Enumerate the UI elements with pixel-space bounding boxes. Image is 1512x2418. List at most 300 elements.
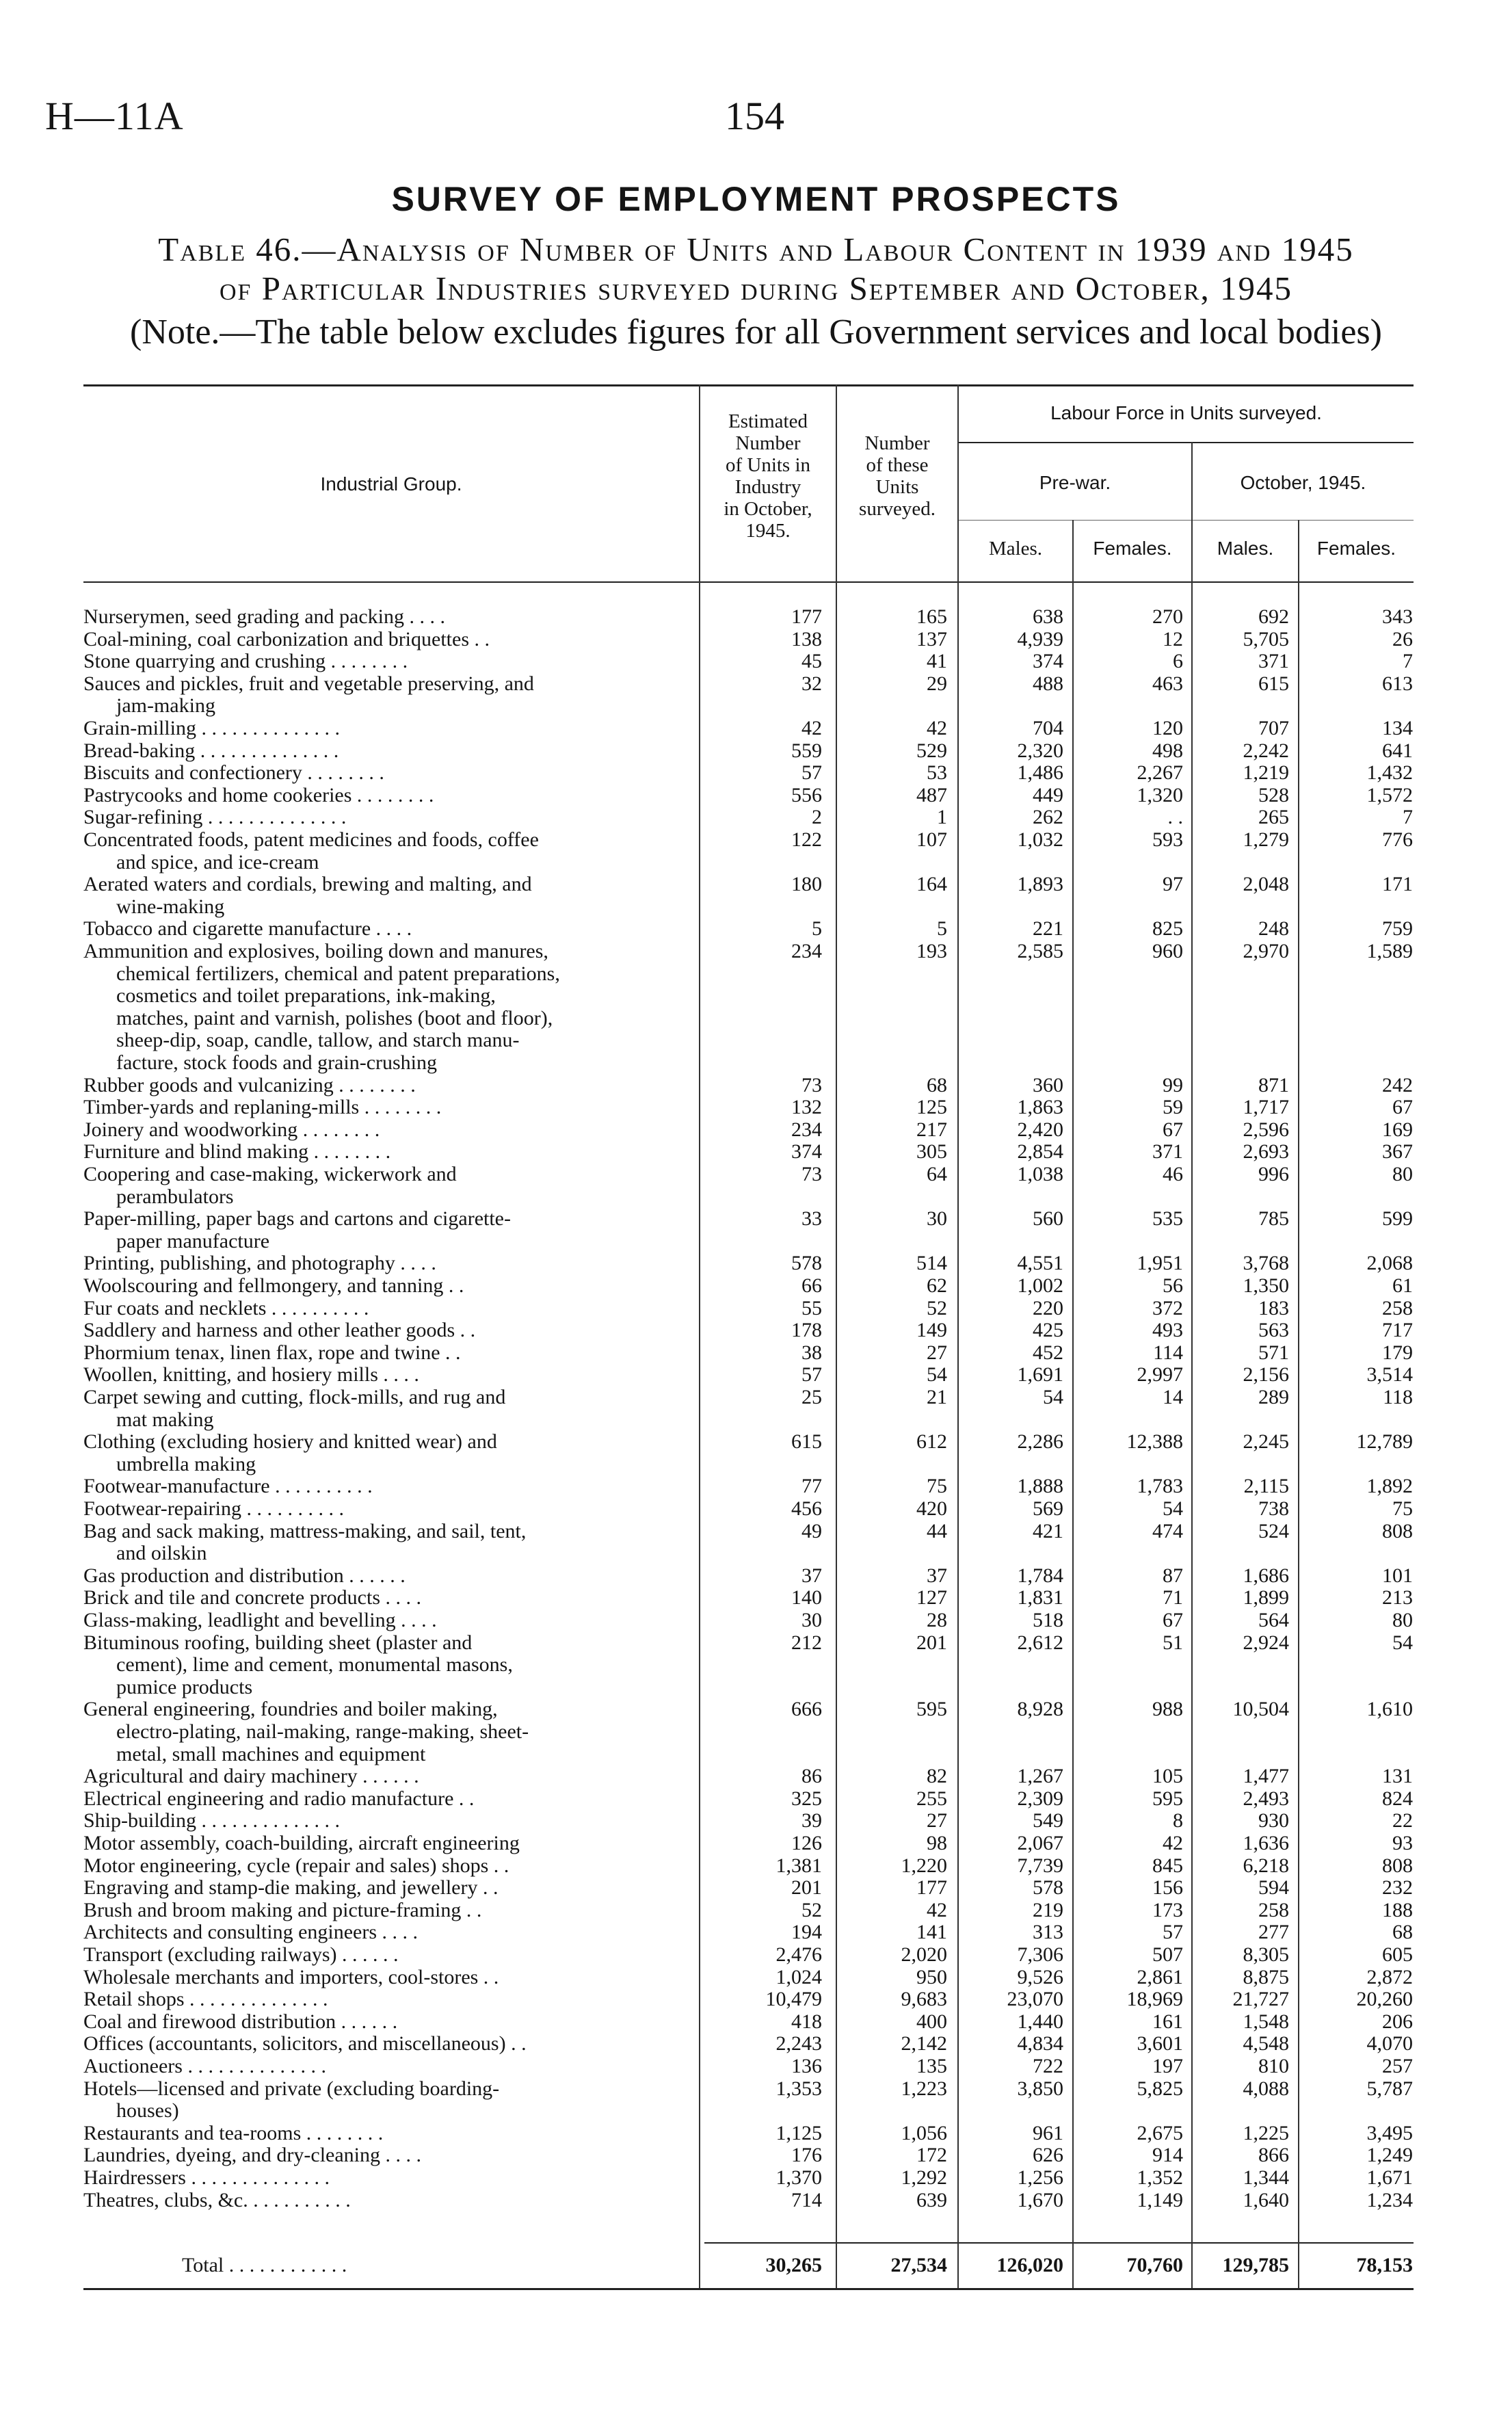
estimated-units-cell: 25 <box>801 1386 822 1408</box>
table-row <box>0 2011 1512 2033</box>
industrial-group-cell: Agricultural and dairy machinery . . . . . . <box>83 1765 419 1788</box>
surveyed-units-cell: 514 <box>916 1252 947 1275</box>
table-row <box>0 762 1512 784</box>
october-males-cell: 615 <box>1258 672 1289 695</box>
table-row-continuation <box>0 1409 1512 1431</box>
industrial-group-cell: umbrella making <box>116 1452 256 1475</box>
industrial-group-cell: Coal and firewood distribution . . . . . . <box>83 2010 398 2033</box>
october-males-cell: 930 <box>1258 1809 1289 1832</box>
prewar-females-cell: 507 <box>1152 1943 1183 1966</box>
october-males-cell: 1,219 <box>1243 761 1289 785</box>
table-row <box>0 2033 1512 2055</box>
prewar-females-cell: 56 <box>1163 1274 1183 1297</box>
estimated-header-line: Estimated <box>728 410 808 432</box>
surveyed-units-cell: 950 <box>916 1965 947 1988</box>
prewar-males-cell: 626 <box>1033 2144 1063 2167</box>
industrial-group-cell: sheep-dip, soap, candle, tallow, and starch manu- <box>116 1029 520 1052</box>
industrial-group-cell: Coopering and case-making, wickerwork and <box>83 1163 457 1185</box>
october-males-cell: 594 <box>1258 1876 1289 1900</box>
surveyed-units-cell: 127 <box>916 1586 947 1609</box>
prewar-males-cell: 54 <box>1043 1386 1063 1408</box>
prewar-females-cell: 960 <box>1152 940 1183 962</box>
october-females-cell: 808 <box>1382 1519 1413 1542</box>
table-row-continuation <box>0 1052 1512 1074</box>
prewar-males-cell: 23,070 <box>1007 1988 1063 2011</box>
industrial-group-cell: cosmetics and toilet preparations, ink-making, <box>116 984 496 1008</box>
prewar-females-cell: 498 <box>1152 739 1183 762</box>
october-males-cell: 524 <box>1258 1519 1289 1542</box>
prewar-males-cell: 425 <box>1033 1319 1063 1342</box>
industrial-group-cell: Glass-making, leadlight and bevelling . . . . <box>83 1609 437 1631</box>
prewar-males-cell: 3,850 <box>1017 2077 1063 2100</box>
industrial-group-cell: Footwear-repairing . . . . . . . . . . <box>83 1497 344 1520</box>
surveyed-units-cell: 420 <box>916 1497 947 1520</box>
industrial-group-cell: Fur coats and necklets . . . . . . . . . . <box>83 1296 369 1319</box>
prewar-males-cell: 1,863 <box>1017 1096 1063 1119</box>
estimated-units-cell: 39 <box>801 1809 822 1832</box>
surveyed-units-cell: 529 <box>916 739 947 762</box>
october-females-cell: 613 <box>1382 672 1413 695</box>
industrial-group-cell: Electrical engineering and radio manufacture . . <box>83 1787 475 1810</box>
october-males-cell: 2,970 <box>1243 940 1289 962</box>
october-males-cell: 183 <box>1258 1296 1289 1319</box>
prewar-males-cell: 360 <box>1033 1073 1063 1096</box>
prewar-males-cell: 518 <box>1033 1609 1063 1631</box>
estimated-units-cell: 45 <box>801 650 822 673</box>
surveyed-units-cell: 400 <box>916 2010 947 2033</box>
table-row <box>0 718 1512 739</box>
prewar-males-header: Males. <box>988 538 1043 560</box>
industrial-group-cell: paper manufacture <box>116 1229 270 1252</box>
table-row <box>0 2078 1512 2100</box>
industrial-group-cell: Stone quarrying and crushing . . . . . . . . <box>83 650 408 673</box>
october-females-cell: 3,495 <box>1366 2121 1413 2144</box>
october-males-cell: 8,875 <box>1243 1965 1289 1988</box>
october-males-cell: 692 <box>1258 605 1289 628</box>
table-caption-line-1: Table 46.—Analysis of Number of Units and Labour Content in 1939 and 1945 <box>158 231 1354 268</box>
table-row <box>0 1832 1512 1854</box>
october-females-cell: 7 <box>1403 650 1413 673</box>
estimated-units-cell: 138 <box>791 627 822 651</box>
estimated-units-cell: 66 <box>801 1274 822 1297</box>
estimated-units-cell: 714 <box>791 2188 822 2211</box>
industrial-group-cell: Hairdressers . . . . . . . . . . . . . . <box>83 2166 330 2189</box>
prewar-females-cell: 845 <box>1152 1854 1183 1877</box>
prewar-males-cell: 1,002 <box>1017 1274 1063 1297</box>
surveyed-units-cell: 28 <box>927 1609 947 1631</box>
table-row <box>0 1521 1512 1542</box>
october-males-cell: 738 <box>1258 1497 1289 1520</box>
surveyed-units-cell: 1,220 <box>901 1854 947 1877</box>
october-females-cell: 776 <box>1382 828 1413 851</box>
prewar-males-cell: 1,888 <box>1017 1475 1063 1498</box>
prewar-males-cell: 1,670 <box>1017 2188 1063 2211</box>
table-row <box>0 1877 1512 1899</box>
surveyed-header-line: of these <box>866 454 929 476</box>
october-males-cell: 571 <box>1258 1341 1289 1364</box>
october-males-cell: 2,048 <box>1243 873 1289 896</box>
prewar-males-cell: 220 <box>1033 1296 1063 1319</box>
surveyed-units-cell: 29 <box>927 672 947 695</box>
total-surveyed-units: 27,534 <box>890 2254 947 2276</box>
surveyed-units-cell: 21 <box>927 1386 947 1408</box>
october-females-header: Females. <box>1316 538 1396 559</box>
estimated-units-cell: 1,381 <box>775 1854 822 1877</box>
table-row <box>0 2123 1512 2144</box>
prewar-females-cell: 371 <box>1152 1140 1183 1164</box>
october-females-cell: 75 <box>1392 1497 1413 1520</box>
table-row-continuation <box>0 1654 1512 1676</box>
prewar-females-cell: 173 <box>1152 1898 1183 1921</box>
industrial-group-cell: Tobacco and cigarette manufacture . . . . <box>83 917 412 941</box>
prewar-females-cell: 12 <box>1163 627 1183 651</box>
industrial-group-cell: Brick and tile and concrete products . . . . <box>83 1586 422 1609</box>
october-males-cell: 528 <box>1258 783 1289 806</box>
october-females-cell: 824 <box>1382 1787 1413 1810</box>
surveyed-units-cell: 193 <box>916 940 947 962</box>
prewar-males-cell: 262 <box>1033 806 1063 829</box>
table-row <box>0 1431 1512 1453</box>
estimated-units-cell: 180 <box>791 873 822 896</box>
prewar-females-cell: 120 <box>1152 717 1183 739</box>
estimated-units-cell: 325 <box>791 1787 822 1810</box>
october-males-cell: 5,705 <box>1243 627 1289 651</box>
prewar-females-cell: 71 <box>1163 1586 1183 1609</box>
industrial-group-cell: wine-making <box>116 895 225 918</box>
estimated-units-cell: 30 <box>801 1609 822 1631</box>
industrial-group-cell: Ship-building . . . . . . . . . . . . . . <box>83 1809 341 1832</box>
october-males-cell: 2,596 <box>1243 1118 1289 1141</box>
industrial-group-cell: Engraving and stamp-die making, and jewellery . . <box>83 1876 499 1900</box>
total-row <box>0 2255 1512 2276</box>
table-row <box>0 1609 1512 1631</box>
surveyed-units-cell: 75 <box>927 1475 947 1498</box>
surveyed-units-cell: 30 <box>927 1207 947 1231</box>
table-row <box>0 1698 1512 1720</box>
table-row-continuation <box>0 1454 1512 1475</box>
table-row-continuation <box>0 1186 1512 1208</box>
prewar-females-cell: 2,675 <box>1137 2121 1183 2144</box>
prewar-males-cell: 2,309 <box>1017 1787 1063 1810</box>
october-males-cell: 810 <box>1258 2055 1289 2077</box>
industrial-group-cell: Bituminous roofing, building sheet (plaster and <box>83 1631 473 1654</box>
industrial-group-cell: Joinery and woodworking . . . . . . . . <box>83 1118 380 1141</box>
estimated-units-cell: 86 <box>801 1765 822 1788</box>
surveyed-units-cell: 107 <box>916 828 947 851</box>
industrial-group-cell: Retail shops . . . . . . . . . . . . . . <box>83 1988 328 2011</box>
october-header: October, 1945. <box>1240 472 1366 493</box>
prewar-males-cell: 7,306 <box>1017 1943 1063 1966</box>
prewar-males-cell: 4,551 <box>1017 1252 1063 1275</box>
prewar-males-cell: 374 <box>1033 650 1063 673</box>
estimated-units-cell: 5 <box>812 917 822 941</box>
october-males-cell: 564 <box>1258 1609 1289 1631</box>
industrial-group-cell: Motor assembly, coach-building, aircraft engineering <box>83 1832 520 1854</box>
october-females-cell: 179 <box>1382 1341 1413 1364</box>
table-row <box>0 2055 1512 2077</box>
october-males-cell: 258 <box>1258 1898 1289 1921</box>
table-row-continuation <box>0 695 1512 717</box>
surveyed-units-cell: 1,223 <box>901 2077 947 2100</box>
table-row <box>0 1364 1512 1386</box>
industrial-group-cell: mat making <box>116 1408 214 1431</box>
october-males-cell: 2,242 <box>1243 739 1289 762</box>
october-males-cell: 2,115 <box>1243 1475 1289 1498</box>
october-females-cell: 134 <box>1382 717 1413 739</box>
estimated-header-line: Industry <box>734 476 801 498</box>
estimated-units-cell: 73 <box>801 1163 822 1185</box>
industrial-group-cell: Saddlery and harness and other leather goods . . <box>83 1319 476 1342</box>
industrial-group-cell: Bag and sack making, mattress-making, and sail, tent, <box>83 1519 527 1542</box>
october-females-cell: 367 <box>1382 1140 1413 1164</box>
table-row <box>0 829 1512 851</box>
estimated-units-cell: 615 <box>791 1430 822 1454</box>
october-females-cell: 343 <box>1382 605 1413 628</box>
surveyed-units-cell: 53 <box>927 761 947 785</box>
prewar-females-cell: 59 <box>1163 1096 1183 1119</box>
industrial-group-cell: electro-plating, nail-making, range-making, sheet- <box>116 1720 529 1743</box>
prewar-females-cell: 67 <box>1163 1609 1183 1631</box>
october-males-cell: 1,636 <box>1243 1832 1289 1854</box>
surveyed-units-cell: 42 <box>927 1898 947 1921</box>
prewar-males-cell: 421 <box>1033 1519 1063 1542</box>
table-row <box>0 2144 1512 2166</box>
october-females-cell: 2,872 <box>1366 1965 1413 1988</box>
industrial-group-cell: Woollen, knitting, and hosiery mills . . . . <box>83 1363 419 1387</box>
october-females-cell: 169 <box>1382 1118 1413 1141</box>
total-top-rule <box>704 2242 1414 2244</box>
table-row <box>0 1944 1512 1966</box>
table-row <box>0 873 1512 895</box>
prewar-males-cell: 1,038 <box>1017 1163 1063 1185</box>
table-row <box>0 1096 1512 1118</box>
industrial-group-cell: Rubber goods and vulcanizing . . . . . . . . <box>83 1073 416 1096</box>
industrial-group-cell: Phormium tenax, linen flax, rope and twine . . <box>83 1341 461 1364</box>
prewar-males-cell: 2,067 <box>1017 1832 1063 1854</box>
prewar-females-cell: 46 <box>1163 1163 1183 1185</box>
surveyed-units-cell: 172 <box>916 2144 947 2167</box>
october-females-cell: 213 <box>1382 1586 1413 1609</box>
table-row-continuation <box>0 1542 1512 1564</box>
october-males-cell: 1,225 <box>1243 2121 1289 2144</box>
prewar-females-cell: 1,783 <box>1137 1475 1183 1498</box>
table-row <box>0 1587 1512 1609</box>
surveyed-units-cell: 64 <box>927 1163 947 1185</box>
october-females-cell: 808 <box>1382 1854 1413 1877</box>
surveyed-units-cell: 639 <box>916 2188 947 2211</box>
october-males-cell: 4,088 <box>1243 2077 1289 2100</box>
estimated-units-cell: 2,476 <box>775 1943 822 1966</box>
surveyed-units-cell: 41 <box>927 650 947 673</box>
estimated-units-cell: 2,243 <box>775 2032 822 2055</box>
table-row-continuation <box>0 2100 1512 2122</box>
industrial-group-cell: Coal-mining, coal carbonization and briquettes . . <box>83 627 490 651</box>
surveyed-units-cell: 82 <box>927 1765 947 1788</box>
october-females-cell: 188 <box>1382 1898 1413 1921</box>
estimated-units-cell: 73 <box>801 1073 822 1096</box>
october-males-cell: 277 <box>1258 1921 1289 1944</box>
total-october-males: 129,785 <box>1222 2254 1289 2276</box>
prewar-females-cell: 988 <box>1152 1698 1183 1721</box>
october-females-cell: 1,249 <box>1366 2144 1413 2167</box>
prewar-males-cell: 1,486 <box>1017 761 1063 785</box>
prewar-females-cell: 372 <box>1152 1296 1183 1319</box>
prewar-females-cell: 14 <box>1163 1386 1183 1408</box>
october-males-cell: 563 <box>1258 1319 1289 1342</box>
total-prewar-males: 126,020 <box>996 2254 1063 2276</box>
table-row <box>0 629 1512 651</box>
october-females-cell: 232 <box>1382 1876 1413 1900</box>
estimated-units-cell: 49 <box>801 1519 822 1542</box>
industrial-group-cell: Theatres, clubs, &c. . . . . . . . . . . <box>83 2188 351 2211</box>
table-row <box>0 785 1512 806</box>
table-row <box>0 1788 1512 1810</box>
surveyed-units-cell: 52 <box>927 1296 947 1319</box>
october-males-cell: 996 <box>1258 1163 1289 1185</box>
surveyed-units-cell: 2,020 <box>901 1943 947 1966</box>
october-females-cell: 4,070 <box>1366 2032 1413 2055</box>
table-row <box>0 941 1512 962</box>
surveyed-units-cell: 2,142 <box>901 2032 947 2055</box>
surveyed-units-cell: 27 <box>927 1341 947 1364</box>
industrial-group-cell: Pastrycooks and home cookeries . . . . . . . . <box>83 783 434 806</box>
industrial-group-cell: Timber-yards and replaning-mills . . . . . . . . <box>83 1096 442 1119</box>
october-males-cell: 248 <box>1258 917 1289 941</box>
total-october-females: 78,153 <box>1356 2254 1413 2276</box>
industrial-group-cell: and spice, and ice-cream <box>116 850 319 873</box>
table-row <box>0 1208 1512 1230</box>
estimated-header <box>700 410 836 542</box>
october-males-cell: 2,245 <box>1243 1430 1289 1454</box>
industrial-group-cell: Grain-milling . . . . . . . . . . . . . . <box>83 717 340 739</box>
prewar-males-cell: 7,739 <box>1017 1854 1063 1877</box>
industrial-group-cell: and oilskin <box>116 1542 207 1565</box>
table-note: (Note.—The table below excludes figures for all Government services and local bodies) <box>130 313 1382 352</box>
industrial-group-cell: houses) <box>116 2099 179 2123</box>
estimated-units-cell: 1,024 <box>775 1965 822 1988</box>
surveyed-units-cell: 5 <box>937 917 947 941</box>
october-males-cell: 707 <box>1258 717 1289 739</box>
prewar-females-cell: 156 <box>1152 1876 1183 1900</box>
industrial-group-cell: Woolscouring and fellmongery, and tanning . . <box>83 1274 464 1297</box>
surveyed-units-cell: 1 <box>937 806 947 829</box>
table-caption-line-2: of Particular Industries surveyed during September and October, 1945 <box>219 270 1293 307</box>
october-males-cell: 289 <box>1258 1386 1289 1408</box>
prewar-males-cell: 1,256 <box>1017 2166 1063 2189</box>
estimated-header-line: in October, <box>724 498 812 520</box>
october-males-cell: 1,548 <box>1243 2010 1289 2033</box>
prewar-males-cell: 1,893 <box>1017 873 1063 896</box>
prewar-females-cell: 97 <box>1163 873 1183 896</box>
october-females-cell: 257 <box>1382 2055 1413 2077</box>
table-row-continuation <box>0 963 1512 985</box>
estimated-units-cell: 2 <box>812 806 822 829</box>
estimated-units-cell: 374 <box>791 1140 822 1164</box>
october-males-cell: 1,717 <box>1243 1096 1289 1119</box>
october-females-cell: 5,787 <box>1366 2077 1413 2100</box>
surveyed-header <box>837 432 957 520</box>
prewar-males-cell: 569 <box>1033 1497 1063 1520</box>
estimated-units-cell: 57 <box>801 1363 822 1387</box>
october-females-cell: 54 <box>1392 1631 1413 1654</box>
surveyed-units-cell: 62 <box>927 1274 947 1297</box>
table-row-continuation <box>0 896 1512 918</box>
table-row-continuation <box>0 852 1512 873</box>
estimated-units-cell: 234 <box>791 940 822 962</box>
october-males-cell: 6,218 <box>1243 1854 1289 1877</box>
table-row-continuation <box>0 1008 1512 1029</box>
table-row <box>0 1967 1512 1988</box>
table-row <box>0 806 1512 828</box>
prewar-females-cell: 270 <box>1152 605 1183 628</box>
october-females-cell: 759 <box>1382 917 1413 941</box>
industrial-group-cell: chemical fertilizers, chemical and patent preparations, <box>116 962 560 985</box>
october-males-cell: 265 <box>1258 806 1289 829</box>
october-females-cell: 68 <box>1392 1921 1413 1944</box>
industrial-group-cell: Architects and consulting engineers . . . . <box>83 1921 419 1944</box>
prewar-males-cell: 578 <box>1033 1876 1063 1900</box>
industrial-group-cell: Brush and broom making and picture-framing . . <box>83 1898 482 1921</box>
prewar-females-cell: 1,951 <box>1137 1252 1183 1275</box>
october-females-cell: 717 <box>1382 1319 1413 1342</box>
table-row <box>0 1498 1512 1520</box>
estimated-units-cell: 57 <box>801 761 822 785</box>
october-males-cell: 8,305 <box>1243 1943 1289 1966</box>
estimated-units-cell: 42 <box>801 717 822 739</box>
estimated-units-cell: 32 <box>801 672 822 695</box>
estimated-units-cell: 234 <box>791 1118 822 1141</box>
table-row <box>0 1298 1512 1319</box>
industrial-group-cell: jam-making <box>116 694 215 718</box>
page-number: 154 <box>725 94 784 138</box>
prewar-females-cell: 99 <box>1163 1073 1183 1096</box>
table-row <box>0 918 1512 940</box>
table-row <box>0 1319 1512 1341</box>
table-row <box>0 1921 1512 1943</box>
surveyed-units-cell: 595 <box>916 1698 947 1721</box>
prewar-females-cell: 197 <box>1152 2055 1183 2077</box>
industrial-group-cell: Auctioneers . . . . . . . . . . . . . . <box>83 2055 326 2077</box>
prewar-females-cell: 12,388 <box>1126 1430 1183 1454</box>
surveyed-units-cell: 165 <box>916 605 947 628</box>
estimated-units-cell: 1,125 <box>775 2121 822 2144</box>
table-row <box>0 1810 1512 1832</box>
prewar-males-cell: 449 <box>1033 783 1063 806</box>
prewar-males-cell: 9,526 <box>1017 1965 1063 1988</box>
industrial-group-cell: facture, stock foods and grain-crushing <box>116 1051 438 1074</box>
october-females-cell: 2,068 <box>1366 1252 1413 1275</box>
prewar-males-cell: 2,420 <box>1017 1118 1063 1141</box>
industrial-group-cell: Ammunition and explosives, boiling down and manures, <box>83 940 548 962</box>
prewar-females-cell: 3,601 <box>1137 2032 1183 2055</box>
surveyed-units-cell: 305 <box>916 1140 947 1164</box>
table-row <box>0 1855 1512 1877</box>
prewar-females-cell: 114 <box>1153 1341 1183 1364</box>
surveyed-units-cell: 37 <box>927 1564 947 1587</box>
prewar-males-cell: 313 <box>1033 1921 1063 1944</box>
prewar-males-cell: 2,286 <box>1017 1430 1063 1454</box>
table-row <box>0 673 1512 695</box>
table-row <box>0 651 1512 672</box>
october-females-cell: 12,789 <box>1356 1430 1413 1454</box>
estimated-units-cell: 418 <box>791 2010 822 2033</box>
surveyed-header-line: surveyed. <box>859 498 936 520</box>
estimated-units-cell: 212 <box>791 1631 822 1654</box>
estimated-units-cell: 140 <box>791 1586 822 1609</box>
surveyed-units-cell: 137 <box>916 627 947 651</box>
october-females-cell: 171 <box>1382 873 1413 896</box>
prewar-females-cell: 2,861 <box>1137 1965 1183 1988</box>
